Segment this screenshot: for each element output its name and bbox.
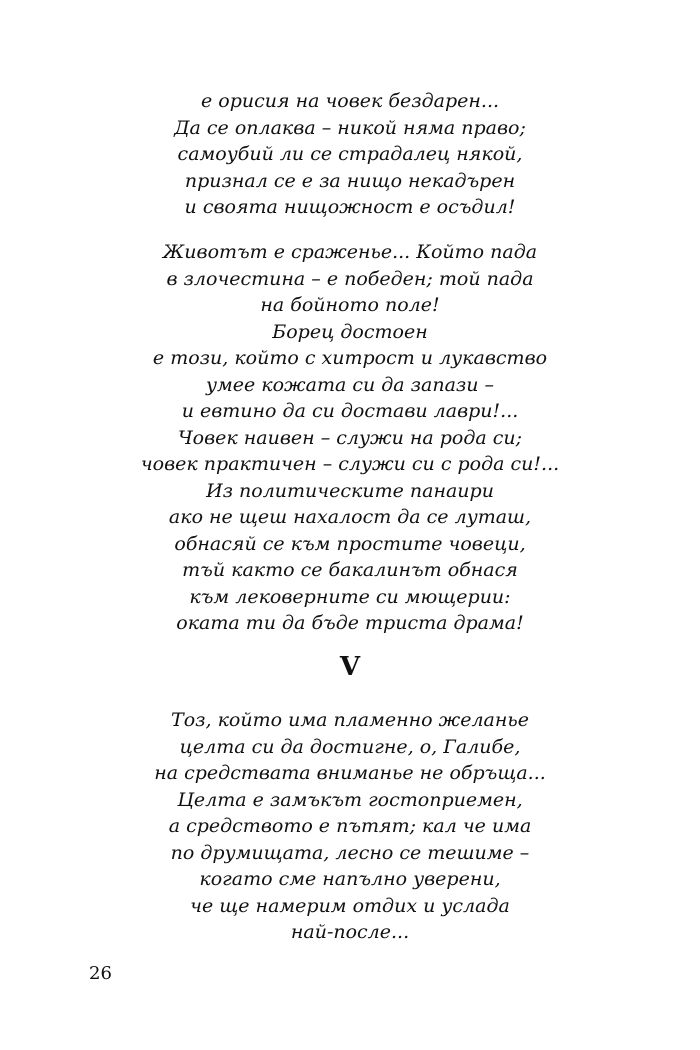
poem-stanza-1: [0, 88, 700, 221]
page-number: 26: [89, 963, 112, 984]
poem-line: Да се оплаква – никой няма право;: [174, 116, 526, 139]
poem-line: най-после...: [290, 921, 410, 943]
poem-line: Животът е сраженье... Който пада: [162, 241, 538, 263]
poem-line: е орисия на човек бездарен...: [200, 90, 500, 112]
poem-line: тъй както се бакалинът обнася: [182, 559, 518, 581]
section-heading: V: [339, 652, 361, 682]
poem-line: човек практичен – служи си с рода си!...: [140, 453, 560, 475]
poem-line: целта си да достигне, о, Галибе,: [179, 735, 521, 758]
poem-line: оката ти да бъде триста драма!: [176, 612, 524, 634]
poem-line: умее кожата си да запази –: [205, 373, 495, 396]
poem-line: на средствата вниманье не обръща...: [154, 762, 546, 784]
poem-stanza-2: [0, 239, 700, 637]
poem-line: към лековерните си мющерии:: [189, 585, 511, 608]
poem-line: самоубий ли се страдалец някой,: [177, 143, 523, 165]
poem-line: е този, който с хитрост и лукавство: [152, 347, 548, 369]
poem-line: Из политическите панаири: [206, 479, 494, 502]
poem-line: обнасяй се към простите човеци,: [174, 532, 526, 555]
poem-line: а средството е пътят; кал че има: [168, 815, 532, 837]
poem-line: и евтино да си достави лаври!...: [181, 400, 519, 422]
poem-line: Тоз, който има пламенно желанье: [171, 709, 529, 731]
poem-line: Човек наивен – служи на рода си;: [177, 426, 523, 449]
poem-line: Борец достоен: [272, 320, 428, 343]
poem-line: по друмищата, лесно се тешиме –: [170, 841, 530, 864]
poem-line: че ще намерим отдих и услада: [190, 894, 510, 917]
poem-line: на бойното поле!: [260, 294, 440, 316]
poem-line: ако не щеш нахалост да се луташ,: [168, 506, 532, 528]
poem-line: и своята нищожност е осъдил!: [184, 196, 516, 218]
poem-stanza-3: [0, 707, 700, 946]
poem-line: когато сме напълно уверени,: [199, 868, 501, 890]
poem-line: признал се е за нищо некадърен: [184, 169, 516, 192]
poem-line: Целта е замъкът гостоприемен,: [177, 788, 523, 811]
poem-line: в злочестина – е победен; той пада: [166, 267, 534, 290]
